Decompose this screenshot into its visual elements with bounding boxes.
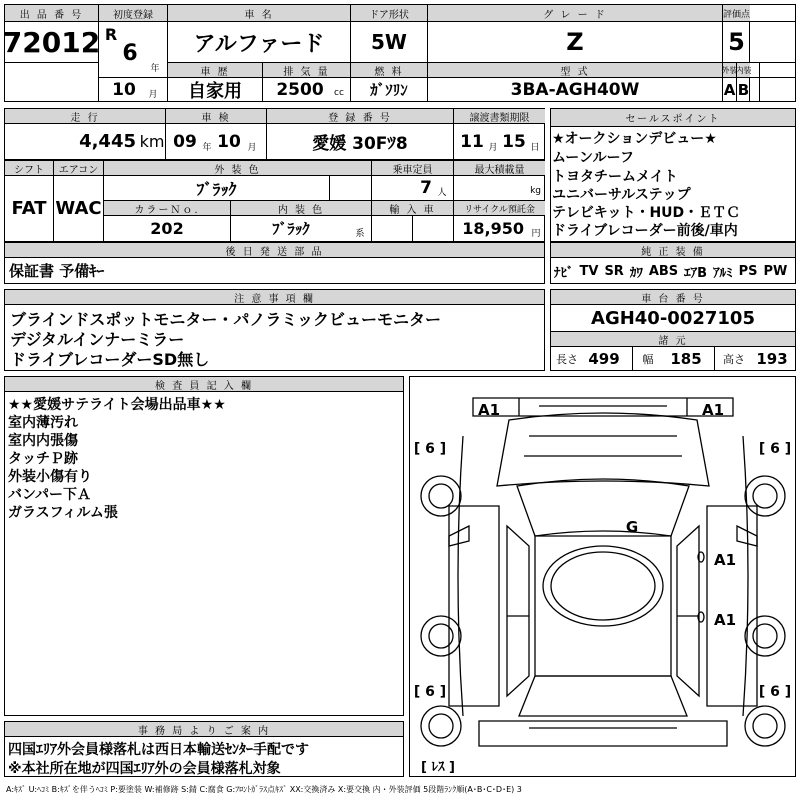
door-label: ドア形状 (351, 5, 427, 21)
lot-number: 72012 (2, 25, 101, 59)
transfer-month: 11 (460, 131, 484, 152)
insp-month-unit: 月 (247, 142, 257, 153)
month-unit: 月 (148, 89, 158, 100)
inspector-line: バンパー下Ａ (8, 487, 92, 503)
damage-g-windshield: G (625, 518, 639, 536)
office-line: 四国ｴﾘｱ外会員様落札は西日本輸送ｾﾝﾀｰ手配です (8, 742, 309, 758)
int-color: ﾌﾞﾗｯｸ (272, 220, 310, 238)
int-color-unit: 系 (355, 228, 365, 239)
grade-label: グ レ ー ド (428, 5, 722, 21)
fuel-label: 燃 料 (351, 63, 427, 77)
height-label: 高さ (723, 353, 745, 366)
length: 499 (588, 350, 620, 368)
transfer-day-unit: 日 (530, 142, 540, 153)
year-unit: 年 (150, 63, 160, 74)
equipment-item: ｱﾙﾐ (713, 265, 733, 281)
ac-label: エアコン (54, 161, 103, 175)
car-diagram (409, 376, 796, 777)
equipment-item: ﾅﾋﾞ (554, 265, 574, 281)
height: 193 (756, 350, 788, 368)
sales-points-label: セールスポイント (551, 109, 795, 126)
tire-depth-top-left: [ 6 ] (413, 441, 447, 457)
color-no: 202 (150, 219, 184, 238)
shift-label: シフト (5, 161, 53, 175)
equipment-item: TV (579, 263, 599, 279)
inspector-label: 検 査 員 記 入 欄 (5, 377, 403, 391)
sales-point-item: ★オークションデビュー★ (552, 131, 717, 147)
length-label: 長さ (556, 353, 578, 366)
equipment-label: 純 正 装 備 (551, 243, 795, 257)
fuel: ｶﾞｿﾘﾝ (370, 81, 408, 99)
inspector-line: 室内内張傷 (8, 433, 78, 449)
sales-point-item: トヨタチームメイト (552, 169, 678, 185)
interior-score: B (737, 80, 750, 99)
sales-point-item: ドライブレコーダー前後/車内 (552, 223, 738, 239)
dims-label: 諸 元 (551, 332, 795, 346)
era: R (104, 24, 118, 44)
equipment-item: ｴｱB (684, 265, 708, 281)
recycle-label: リサイクル預託金 (454, 201, 545, 215)
chassis-label: 車 台 番 号 (551, 290, 795, 304)
car-name: アルファード (193, 31, 325, 57)
note-line: デジタルインナーミラー (10, 330, 185, 349)
recycle: 18,950 (462, 219, 524, 238)
inspector-line: タッチＰ跡 (8, 451, 78, 467)
damage-a1-right-door-front: A1 (713, 551, 737, 569)
lot-label: 出 品 番 号 (5, 5, 98, 21)
reg-num-label: 登 録 番 号 (267, 109, 453, 123)
capacity-unit: 人 (437, 187, 447, 198)
damage-a1-front-right: A1 (701, 401, 725, 419)
shift: FAT (11, 198, 47, 219)
note-line: ドライブレコーダーSD無し (10, 350, 210, 369)
mileage-label: 走 行 (5, 109, 165, 123)
sales-point-item: テレビキット・HUD・ＥＴＣ (552, 205, 741, 221)
sales-point-item: ユニバーサルステップ (552, 187, 691, 203)
office-line: ※本社所在地が四国ｴﾘｱ外の会員様落札対象 (8, 761, 281, 777)
transfer-label: 譲渡書類期限 (454, 109, 545, 123)
insp-year-unit: 年 (202, 142, 212, 153)
capacity: 7 (420, 178, 432, 198)
displacement-label: 排 気 量 (263, 63, 350, 77)
insp-year: 09 (173, 131, 197, 152)
damage-a1-right-door-rear: A1 (713, 611, 737, 629)
width-label: 幅 (642, 353, 654, 366)
first-reg-year: 6 (122, 40, 138, 66)
load-label: 最大積載量 (454, 161, 545, 175)
score-label: 評価点 (723, 5, 750, 21)
tire-depth-top-right: [ 6 ] (758, 441, 792, 457)
legend: A:ｷｽﾞ U:ﾍｺﾐ B:ｷｽﾞを伴うﾍｺﾐ P:要塗装 W:補修跡 S:錆 C:腐食 G:ﾌﾛﾝﾄｶﾞﾗｽ点ｷｽﾞ XX:交換済み X:要交換 内・外装評価 5段階ﾗﾝｸ順(A･B･C･D･E) 3 (6, 784, 522, 794)
ac: WAC (55, 198, 102, 219)
history: 自家用 (188, 80, 242, 102)
width: 185 (670, 350, 702, 368)
model-label: 型 式 (428, 63, 722, 77)
equipment-item: PW (763, 263, 788, 279)
recycle-unit: 円 (531, 228, 541, 239)
model: 3BA-AGH40W (510, 79, 640, 100)
inspector-line: ★★愛媛サテライト会場出品車★★ (8, 397, 226, 413)
mileage-unit: km (139, 132, 165, 151)
load-unit: kg (530, 186, 541, 196)
score: 5 (728, 28, 745, 56)
import-label: 輸 入 車 (372, 201, 453, 215)
inspection-label: 車 検 (166, 109, 266, 123)
first-reg-label: 初度登録 (99, 5, 167, 21)
later-parts: 保証書 予備ｷｰ (9, 262, 105, 280)
insp-month: 10 (217, 131, 241, 152)
tire-depth-bottom-left: [ 6 ] (413, 684, 447, 700)
car-name-label: 車 名 (168, 5, 350, 21)
reg-num: 愛媛 30Fﾂ8 (312, 134, 408, 154)
displacement: 2500 (276, 79, 324, 100)
notes-label: 注 意 事 項 欄 (5, 290, 544, 304)
mileage: 4,445 (79, 131, 136, 152)
transfer-day: 15 (502, 131, 526, 152)
int-color-label: 内 装 色 (231, 201, 371, 215)
inspector-line: ガラスフィルム張 (8, 505, 118, 521)
history-label: 車 歴 (168, 63, 262, 77)
exterior-label: 外装 (723, 63, 736, 77)
damage-a1-front-left: A1 (477, 401, 501, 419)
first-reg-month: 10 (112, 80, 136, 100)
displacement-unit: cc (334, 88, 344, 98)
door: 5W (371, 30, 407, 54)
tire-depth-bottom-right: [ 6 ] (758, 684, 792, 700)
equipment-item: SR (604, 263, 624, 279)
grade: Z (566, 28, 584, 56)
equipment-list (554, 260, 794, 282)
color-no-label: カラーＮｏ. (104, 201, 230, 215)
interior-label: 内装 (737, 63, 750, 77)
transfer-month-unit: 月 (488, 142, 498, 153)
exterior-score: A (723, 80, 736, 99)
chassis-number: AGH40-0027105 (591, 307, 755, 329)
ext-color-label: 外 装 色 (104, 161, 371, 175)
sales-point-item: ムーンルーフ (552, 150, 634, 166)
inspector-line: 室内薄汚れ (8, 415, 78, 431)
inspector-line: 外装小傷有り (8, 469, 92, 485)
later-parts-label: 後 日 発 送 部 品 (5, 243, 544, 257)
equipment-item: ｶﾜ (629, 265, 643, 281)
equipment-item: PS (738, 263, 758, 279)
capacity-label: 乗車定員 (372, 161, 453, 175)
office-label: 事 務 局 よ り ご 案 内 (5, 722, 403, 736)
equipment-item: ABS (648, 263, 679, 279)
ext-color: ﾌﾞﾗｯｸ (196, 179, 237, 199)
spare-tire: [ ﾚｽ ] (421, 759, 455, 775)
note-line: ブラインドスポットモニター・パノラミックビューモニター (10, 310, 442, 329)
